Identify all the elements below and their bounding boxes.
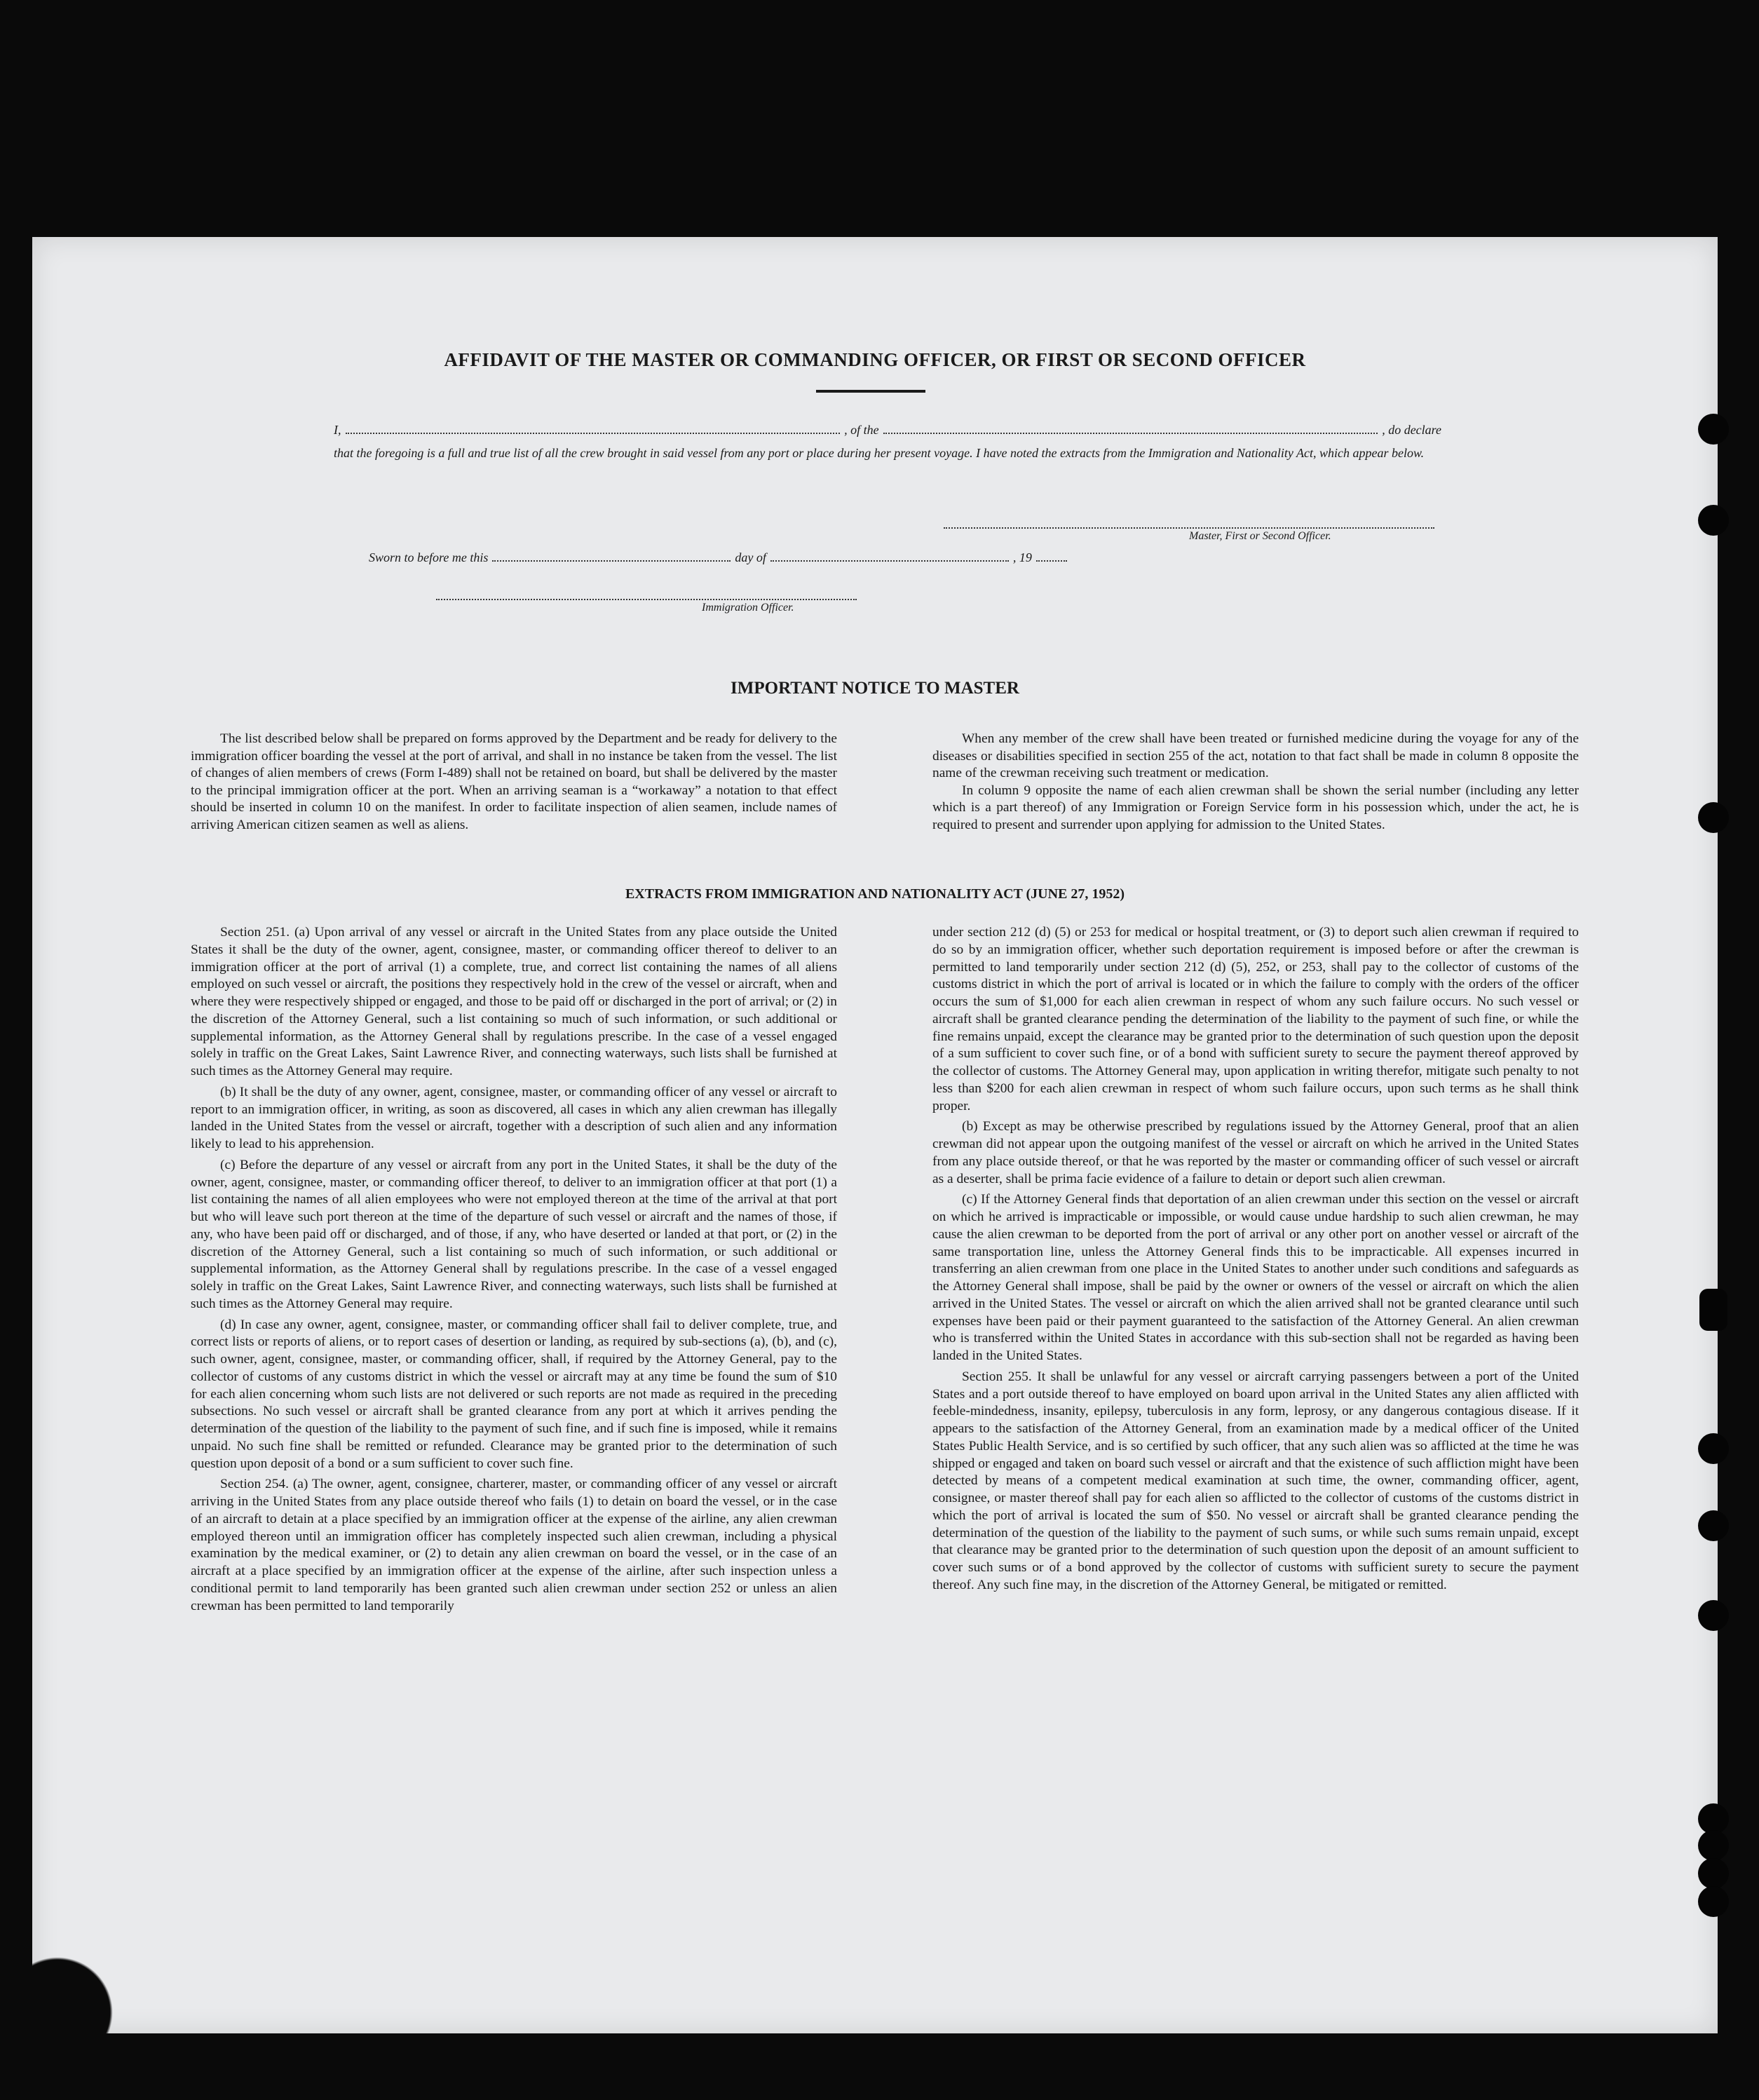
declaration-line: [334, 418, 1441, 442]
punch-notch: [1699, 1289, 1727, 1331]
notice-right: [932, 731, 1579, 834]
declaration-body: that the foregoing is a full and true list of all the crew brought in said vessel from any port or place during her present voyage. I have noted the extracts from the Immigration and Nationality Act, which appear below.: [334, 446, 1425, 460]
sworn-year-blank[interactable]: [1036, 549, 1067, 562]
punch-hole: [1698, 1858, 1729, 1889]
notice-title: IMPORTANT NOTICE TO MASTER: [731, 679, 1019, 698]
section-254-a-cont: under section 212 (d) (5) or 253 for medical or hospital treatment, or (3) to deport such alien crewman if required to do so by an immigration officer, whether such deportation requirement is imposed before or after the crewman is permitted to land temporarily under section 212 (d) (5), 252, or 253, shall pay to the collector of customs of the customs district in which the port of arrival is located or in which the failure to comply with the orders of the officer occurs the sum of $1,000 for each alien crewman in respect of whom any such failure occurs. No such vessel or aircraft shall be granted clearance pending the determination of the liability to the payment of such fine, or while the fine remains unpaid, except the clearance may be granted prior to the determination of such question upon the deposit of a sum sufficient to cover such fine, or of a bond with sufficient surety to secure the payment thereof approved by the collector of customs. The Attorney General may, upon application in writing therefor, mitigate such penalty to not less than $200 for each alien crewman in respect of whom such failure occurs, upon such terms as he shall think proper.: [932, 925, 1579, 1113]
punch-hole: [1698, 802, 1729, 833]
punch-hole: [1698, 1830, 1729, 1861]
punch-hole: [1698, 414, 1729, 445]
sworn-day-of: day of: [735, 550, 766, 564]
punch-hole: [1698, 1433, 1729, 1464]
vessel-blank[interactable]: [883, 421, 1378, 434]
declaration-end: , do declare: [1382, 423, 1441, 437]
document-sheet: [32, 237, 1718, 2033]
section-251-b: (b) It shall be the duty of any owner, agent, consignee, master, or commanding officer of any vessel or aircraft to report to an immigration officer, in writing, as soon as discovered, all cases in which any alien crewman has illegally landed in the United States from the vessel or aircraft, together with a description of such alien and any information likely to lead to his apprehension.: [191, 1084, 837, 1151]
officer-caption: Immigration Officer.: [702, 602, 794, 614]
extracts-columns: [191, 924, 1579, 1618]
section-251-c: (c) Before the departure of any vessel or aircraft from any port in the United States, it shall be the duty of the owner, agent, consignee, master, or commanding officer thereof, to deliver to an immigration officer at that port (1) a list containing the names of all alien employees who were not employed thereon at the time of the arrival at that port but who will leave such port thereon at the time of the departure of such vessel or aircraft and the names of those, if any, who have been paid off or discharged, and of those, if any, who have deserted or landed at that port, or (2) in the discretion of the Attorney General, such a list containing so much of such information, or such additional or supplemental information, as the Attorney General shall by regulations prescribe. In the case of a vessel engaged solely in traffic on the Great Lakes, Saint Lawrence River, and connecting waterways, such lists shall be furnished at such times as the Attorney General may require.: [191, 1157, 837, 1311]
master-caption: Master, First or Second Officer.: [1189, 530, 1331, 542]
extracts-title: EXTRACTS FROM IMMIGRATION AND NATIONALITY ACT (JUNE 27, 1952): [625, 886, 1125, 902]
notice-right-paragraph-2: In column 9 opposite the name of each alien crewman shall be shown the serial number (including any letter which is a part thereof) of any Immigration or Foreign Service form in his possession which, under the act, he is required to present and surrender upon applying for admission to the United States.: [932, 783, 1579, 832]
punch-hole: [1698, 1510, 1729, 1541]
extracts-right: [932, 924, 1579, 1618]
title-rule: [816, 390, 925, 393]
affidavit-title: AFFIDAVIT OF THE MASTER OR COMMANDING OFFICER, OR FIRST OR SECOND OFFICER: [444, 349, 1306, 370]
section-251-d: (d) In case any owner, agent, consignee, master, or commanding officer shall fail to deliver complete, true, and correct lists or reports of aliens, or to report cases of desertion or landing, as required by sub-sections (a), (b), and (c), such owner, agent, consignee, master, or commanding officer, shall, if required by the Attorney General, pay to the collector of customs of any customs district in which the vessel or aircraft may at any time be found the sum of $10 for each alien concerning whom such lists are not delivered or such reports are not made as required in the preceding subsections. No such vessel or aircraft shall be granted clearance from any port at which it arrives pending the determination of the question of the liability to the payment of such fine, and if such fine is imposed, while it remains unpaid. No such fine shall be remitted or refunded. Clearance may be granted prior to the determination of such question upon deposit of a bond or a sum sufficient to cover such fine.: [191, 1317, 837, 1471]
section-254-a: Section 254. (a) The owner, agent, consignee, charterer, master, or commanding officer of any vessel or aircraft arriving in the United States from any place outside thereof who fails (1) to detain on board the vessel, or in the case of an aircraft to detain at a place specified by an immigration officer at the expense of the airline, any alien crewman employed thereon until an immigration officer has completely inspected such alien crewman, including a physical examination by the medical examiner, or (2) to detain any alien crewman on board the vessel, or in the case of an aircraft at a place specified by an immigration officer at the expense of the airline, after such inspection unless a conditional permit to land temporarily has been granted such alien crewman under section 252 or unless an alien crewman has been permitted to land temporarily: [191, 1477, 837, 1613]
sworn-month-blank[interactable]: [770, 549, 1009, 562]
extracts-left: [191, 924, 837, 1618]
notice-left: [191, 731, 837, 834]
name-blank[interactable]: [346, 421, 841, 434]
notice-columns: [191, 731, 1579, 834]
section-251-a: Section 251. (a) Upon arrival of any vessel or aircraft in the United States from any place outside the United States it shall be the duty of the owner, agent, consignee, master, or commanding officer thereof to deliver to an immigration officer at the port of arrival (1) a complete, true, and correct list containing the names of all aliens employed on such vessel or aircraft, the positions they respectively hold in the crew of the vessel or aircraft, when and where they were respectively shipped or engaged, and those to be paid off or discharged in the port of arrival; or (2) in the discretion of the Attorney General, such a list containing so much of such information, or such additional or supplemental information, as the Attorney General shall by regulations prescribe. In the case of a vessel engaged solely in traffic on the Great Lakes, Saint Lawrence River, and connecting waterways, such lists shall be furnished at such times as the Attorney General may require.: [191, 925, 837, 1078]
notice-right-paragraph-1: When any member of the crew shall have been treated or furnished medicine during the voyage for any of the diseases or disabilities specified in section 255 of the act, notation to that fact shall be made in column 8 opposite the name of the crewman receiving such treatment or medication.: [932, 731, 1579, 781]
declaration-of-the: , of the: [844, 423, 879, 437]
sworn-prefix: Sworn to before me this: [369, 550, 489, 564]
section-254-b: (b) Except as may be otherwise prescribed by regulations issued by the Attorney General, proof that an alien crewman did not appear upon the outgoing manifest of the vessel or aircraft on which he arrived in the United States from any place outside thereof, or that he was reported by the master or commanding officer of such vessel or aircraft as a deserter, shall be prima facie evidence of a failure to detain or deport such alien crewman.: [932, 1119, 1579, 1186]
punch-hole: [1698, 1600, 1729, 1631]
notice-left-paragraph: The list described below shall be prepared on forms approved by the Department and be ready for delivery to the immigration officer boarding the vessel at the port of arrival, and shall in no instance be taken from the vessel. The list of changes of alien members of crews (Form I-489) shall not be retained on board, but shall be delivered by the master to the principal immigration officer at the port. When an arriving seaman is a “workaway” a notation to that effect should be inserted in column 10 on the manifest. In order to facilitate inspection of alien seamen, include names of arriving American citizen seamen as well as aliens.: [191, 731, 837, 832]
master-signature-line[interactable]: [944, 527, 1434, 529]
declaration-i: I,: [334, 423, 341, 437]
sworn-year: , 19: [1012, 550, 1032, 564]
section-255: Section 255. It shall be unlawful for any vessel or aircraft carrying passengers between a port of the United States and a port outside thereof to have employed on board upon arrival in the United States any alien afflicted with feeble-mindedness, insanity, epilepsy, tuberculosis in any form, leprosy, or any dangerous contagious disease. If it appears to the satisfaction of the Attorney General, from an examination made by a medical officer of the United States Public Health Service, and is so certified by such officer, that any such alien was so afflicted at the time he was shipped or engaged and taken on board such vessel or aircraft and that the existence of such affliction might have been detected by means of a competent medical examination at such time, the owner, commanding officer, agent, consignee, or master thereof shall pay for each alien so afflicted to the collector of customs of the customs district in which the port of arrival is located the sum of $50. No vessel or aircraft shall be granted clearance pending the determination of the question of the liability to the payment of such sums, or while such sums remain unpaid, except that clearance may be granted prior to the determination of such question upon the deposit of an amount sufficient to cover such sums or of a bond approved by the collector of customs with sufficient surety to secure the payment thereof. Any such fine may, in the discretion of the Attorney General, be mitigated or remitted.: [932, 1369, 1579, 1592]
sworn-day-blank[interactable]: [492, 549, 731, 562]
officer-signature-line[interactable]: [436, 599, 857, 600]
sworn-line: [369, 546, 1175, 569]
punch-hole: [1698, 505, 1729, 536]
torn-corner: [32, 1928, 158, 2033]
affidavit-declaration: [334, 418, 1441, 465]
section-254-c: (c) If the Attorney General finds that deportation of an alien crewman under this section on the vessel or aircraft on which he arrived is impracticable or impossible, or would cause undue hardship to such alien crewman, he may cause the alien crewman to be deported from the port of arrival or any other port on another vessel or aircraft of the same transportation line, unless the Attorney General finds this to be impracticable. All expenses incurred in transferring an alien crewman from one place in the United States to another under such conditions and safeguards as the Attorney General shall impose, shall be paid by the owner or owners of the vessel or aircraft on which the alien arrived in the United States. The vessel or aircraft on which the alien arrived shall not be granted clearance until such expenses have been paid or their payment guaranteed to the satisfaction of the Attorney General. An alien crewman who is transferred within the United States in accordance with this sub-section shall not be regarded as having been landed in the United States.: [932, 1192, 1579, 1363]
punch-hole: [1698, 1886, 1729, 1917]
